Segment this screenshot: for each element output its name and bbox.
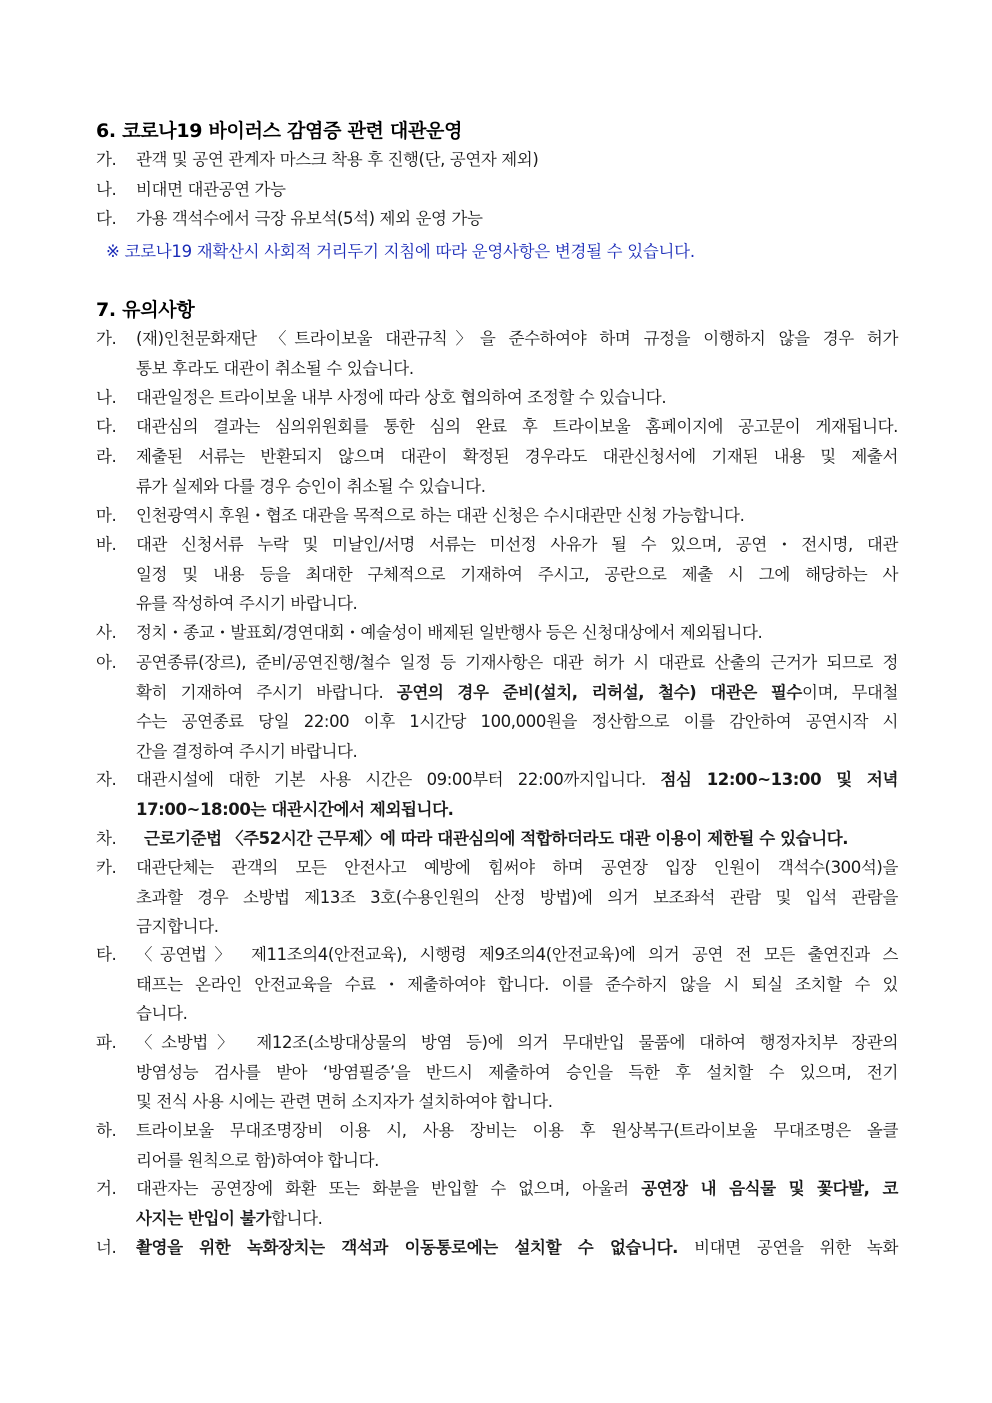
item-line: 및 전식 사용 시에는 관련 면허 소지자가 설치하여야 합니다.: [136, 1092, 553, 1111]
section-7-item-neo: [96, 1233, 898, 1263]
item-line: 류가 실제와 다를 경우 승인이 취소될 수 있습니다.: [136, 476, 486, 496]
item-line: 대관일정은 트라이보울 내부 사정에 따라 상호 협의하여 조정할 수 있습니다.: [136, 388, 667, 407]
item-marker: 라.: [96, 447, 117, 466]
section-7-item-cha: [96, 824, 898, 854]
section-6-title: 6. 코로나19 바이러스 감염증 관련 대관운영: [96, 120, 463, 142]
covid-notice: ※ 코로나19 재확산시 사회적 거리두기 지침에 따라 운영사항은 변경될 수 있습니다.: [106, 242, 695, 261]
item-marker: 자.: [96, 770, 117, 789]
item-line: 인천광역시 후원・협조 대관을 목적으로 하는 대관 신청은 수시대관만 신청 가능합니다.: [136, 506, 745, 525]
item-line: 대관단체는 관객의 모든 안전사고 예방에 힘써야 하며 공연장 입장 인원이 객석수(300석)을: [136, 858, 898, 877]
section-7-item-pa: [96, 1028, 898, 1117]
item-line: 근로기준법 〈주52시간 근무제〉에 따라 대관심의에 적합하더라도 대관 이용이 제한될 수 있습니다.: [144, 829, 849, 848]
item-line: 리어를 원칙으로 함)하여야 합니다.: [136, 1150, 379, 1170]
item-line: 태프는 온라인 안전교육을 수료・제출하여야 합니다. 이를 준수하지 않을 시 퇴실 조치할 수 있: [136, 974, 898, 994]
item-text: 대관자는 공연장에 화환 또는 화분을 반입할 수 없으며, 아울러: [136, 1179, 642, 1198]
item-line: 공연종류(장르), 준비/공연진행/철수 일정 등 기재사항은 대관 허가 시 대관료 산출의 근거가 되므로 정: [136, 653, 898, 672]
item-marker: 다.: [96, 209, 117, 228]
item-line: 17:00~18:00는 대관시간에서 제외됩니다.: [136, 799, 454, 819]
item-marker: 차.: [96, 829, 117, 848]
item-line: 초과할 경우 소방법 제13조 3호(수용인원의 산정 방법)에 의거 보조좌석 관람 및 입석 관람을: [136, 887, 898, 907]
section-7-item-ra: [96, 442, 898, 501]
item-text: 가용 객석수에서 극장 유보석(5석) 제외 운영 가능: [136, 209, 483, 228]
item-line: 정치・종교・발표회/경연대회・예술성이 배제된 일반행사 등은 신청대상에서 제외됩니다.: [136, 623, 763, 642]
item-text: 합니다.: [271, 1208, 323, 1228]
item-text: 비대면 공연을 위한 녹화: [677, 1238, 898, 1257]
item-line: 수는 공연종료 당일 22:00 이후 1시간당 100,000원을 정산함으로 이를 감안하여 공연시작 시: [136, 712, 898, 731]
item-bold-text: 촬영을 위한 녹화장치는 객석과 이동통로에는 설치할 수 없습니다.: [136, 1238, 678, 1257]
item-line: 대관심의 결과는 심의위원회를 통한 심의 완료 후 트라이보울 홈페이지에 공고문이 게재됩니다.: [136, 417, 898, 436]
section-7-item-sa: [96, 618, 898, 648]
item-text: 이며, 무대철: [801, 682, 898, 702]
section-6-item-na: [96, 175, 898, 205]
item-line: (재)인천문화재단 〈트라이보울 대관규칙〉을 준수하여야 하며 규정을 이행하지 않을 경우 허가: [136, 329, 898, 348]
section-7-item-a: [96, 648, 898, 766]
item-marker: 너.: [96, 1238, 117, 1257]
item-bold-text: 점심 12:00~13:00 및 저녁: [660, 770, 898, 789]
section-7-title: 7. 유의사항: [96, 299, 195, 321]
item-line: 대관 신청서류 누락 및 미날인/서명 서류는 미선정 사유가 될 수 있으며, 공연・전시명, 대관: [136, 535, 898, 554]
item-marker: 나.: [96, 180, 117, 199]
item-line: 유를 작성하여 주시기 바랍니다.: [136, 594, 358, 613]
item-line: 통보 후라도 대관이 취소될 수 있습니다.: [136, 358, 414, 378]
section-7-item-da: [96, 412, 898, 442]
item-line: 습니다.: [136, 1004, 188, 1023]
section-7-item-ba: [96, 530, 898, 619]
item-marker: 가.: [96, 329, 117, 348]
item-marker: 다.: [96, 417, 117, 436]
item-text: 관객 및 공연 관계자 마스크 착용 후 진행(단, 공연자 제외): [136, 150, 539, 169]
item-line: [136, 1233, 898, 1263]
item-marker: 마.: [96, 506, 117, 525]
section-7-item-ga: [96, 324, 898, 383]
item-line: [136, 765, 898, 795]
item-line: [136, 1204, 898, 1234]
item-line: 〈소방법〉 제12조(소방대상물의 방염 등)에 의거 무대반입 물품에 대하여 행정자치부 장관의: [136, 1033, 898, 1052]
item-marker: 파.: [96, 1033, 117, 1052]
item-marker: 거.: [96, 1179, 117, 1198]
item-line: 트라이보울 무대조명장비 이용 시, 사용 장비는 이용 후 원상복구(트라이보울 무대조명은 올클: [136, 1121, 898, 1140]
item-marker: 사.: [96, 623, 117, 642]
item-line: 제출된 서류는 반환되지 않으며 대관이 확정된 경우라도 대관신청서에 기재된 내용 및 제출서: [136, 447, 898, 466]
item-marker: 가.: [96, 150, 117, 169]
item-marker: 카.: [96, 858, 117, 877]
item-line: 일정 및 내용 등을 최대한 구체적으로 기재하여 주시고, 공란으로 제출 시 그에 해당하는 사: [136, 564, 898, 584]
section-7-item-ma: [96, 501, 898, 531]
item-line: [136, 1174, 898, 1204]
section-7-item-na: [96, 383, 898, 413]
item-text: 확히 기재하여 주시기 바랍니다.: [136, 682, 397, 702]
section-6-item-da: [96, 204, 898, 234]
item-marker: 하.: [96, 1121, 117, 1140]
item-bold-text: 공연의 경우 준비(설치, 리허설, 철수) 대관은 필수: [396, 682, 802, 702]
item-line: 간을 결정하여 주시기 바랍니다.: [136, 741, 358, 761]
item-line: 〈공연법〉 제11조의4(안전교육), 시행령 제9조의4(안전교육)에 의거 공연 전 모든 출연진과 스: [136, 945, 898, 964]
item-marker: 아.: [96, 653, 117, 672]
item-bold-text: 사지는 반입이 불가: [136, 1208, 272, 1228]
section-7-item-ha: [96, 1116, 898, 1175]
section-7-item-ta: [96, 940, 898, 1029]
item-text: 비대면 대관공연 가능: [136, 180, 286, 199]
item-marker: 나.: [96, 388, 117, 407]
section-7-item-ja: [96, 765, 898, 824]
item-line: 방염성능 검사를 받아 ‘방염필증’을 반드시 제출하여 승인을 득한 후 설치할 수 있으며, 전기: [136, 1062, 898, 1082]
item-bold-text: 공연장 내 음식물 및 꽃다발, 코: [641, 1179, 898, 1198]
section-7-item-geo: [96, 1174, 898, 1233]
section-6-item-ga: [96, 145, 898, 175]
item-line: [136, 678, 898, 708]
item-text: 대관시설에 대한 기본 사용 시간은 09:00부터 22:00까지입니다.: [136, 770, 661, 789]
section-7-item-ka: [96, 853, 898, 942]
item-line: 금지합니다.: [136, 917, 219, 936]
item-marker: 타.: [96, 945, 117, 964]
item-marker: 바.: [96, 535, 117, 554]
